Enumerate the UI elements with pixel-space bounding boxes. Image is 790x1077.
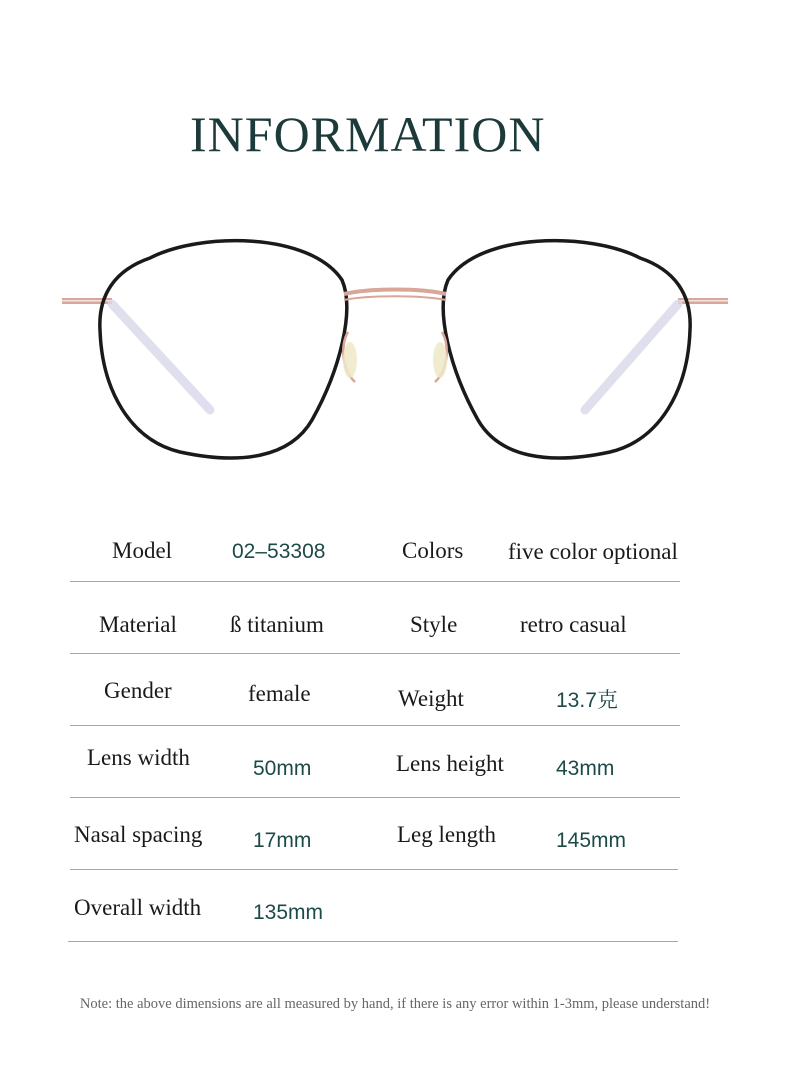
- value-leg-length: 145mm: [556, 829, 627, 852]
- row-divider: [70, 869, 678, 870]
- value-overall-width: 135mm: [253, 901, 324, 924]
- label-colors: Colors: [402, 538, 464, 563]
- value-colors: five color optional: [508, 539, 678, 564]
- value-lens-height: 43mm: [556, 757, 615, 780]
- value-material: ß titanium: [230, 612, 324, 637]
- value-style: retro casual: [520, 612, 627, 637]
- label-leg-length: Leg length: [397, 822, 496, 847]
- label-lens-height: Lens height: [396, 751, 504, 776]
- label-lens-width: Lens width: [87, 745, 190, 770]
- row-divider: [70, 725, 680, 726]
- row-divider: [68, 941, 678, 942]
- label-model: Model: [112, 538, 173, 563]
- page-title: INFORMATION: [190, 106, 546, 162]
- value-nasal-spacing: 17mm: [253, 829, 312, 852]
- row-divider: [70, 581, 680, 582]
- value-weight: 13.7克: [556, 689, 618, 712]
- footnote: Note: the above dimensions are all measured by hand, if there is any error within 1-3mm, please understand!: [79, 996, 711, 1012]
- label-style: Style: [410, 612, 458, 637]
- value-model: 02–53308: [232, 540, 326, 563]
- label-weight: Weight: [398, 686, 464, 711]
- label-overall-width: Overall width: [74, 895, 202, 920]
- label-material: Material: [99, 612, 177, 637]
- row-divider: [70, 653, 680, 654]
- row-divider: [70, 797, 680, 798]
- value-lens-width: 50mm: [253, 757, 312, 780]
- value-gender: female: [248, 681, 311, 706]
- label-gender: Gender: [104, 678, 172, 703]
- eyeglasses-image: [50, 220, 740, 480]
- label-nasal-spacing: Nasal spacing: [74, 822, 203, 847]
